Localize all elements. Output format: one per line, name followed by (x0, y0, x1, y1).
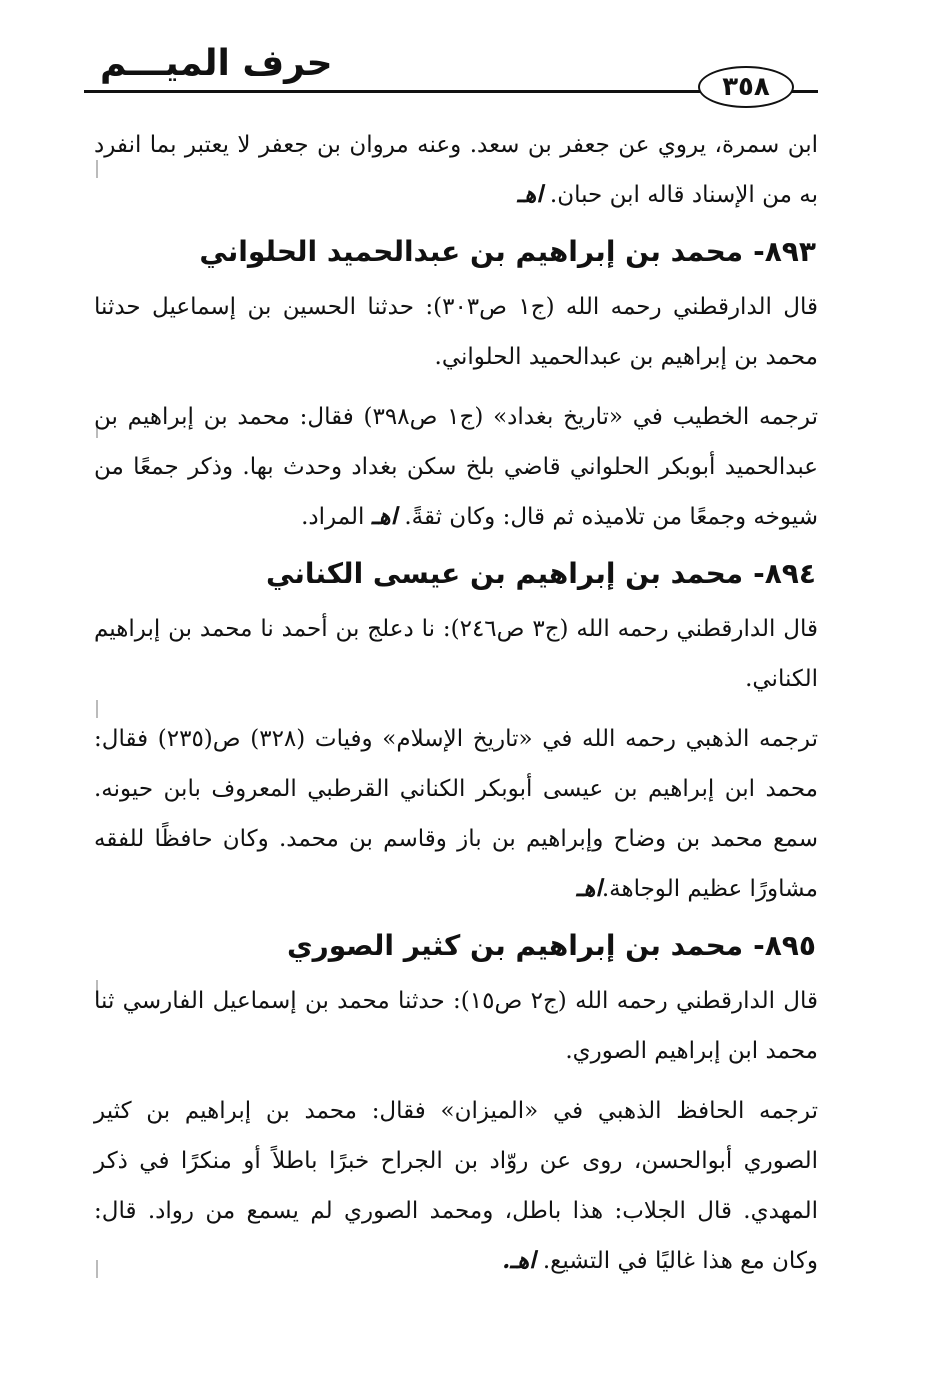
entry-heading (94, 924, 818, 968)
end-mark: اهـ (517, 181, 543, 208)
entry-paragraph (94, 976, 818, 1076)
paragraph-text: ترجمه الذهبي رحمه الله في «تاريخ الإسلام» وفيات (٣٢٨) ص(٢٣٥) فقال: محمد ابن إبراهيم بن عيسى أبوبكر الكناني القرطبي المعروف بابن حيونه. سمع محمد بن وضاح وإبراهيم بن باز وقاسم بن محمد. وكان حافظًا للفقه مشاورًا عظيم الوجاهة. (94, 726, 818, 902)
entry-894 (94, 552, 818, 914)
entry-paragraph (94, 392, 818, 542)
paragraph-text: ابن سمرة، يروي عن جعفر بن سعد. وعنه مروان بن جعفر لا يعتبر بما انفرد به من الإسناد قاله ابن حبان. (94, 132, 818, 208)
entry-number: ٨٩٥- (753, 929, 816, 962)
entry-name: محمد بن إبراهيم بن عبدالحميد الحلواني (199, 235, 744, 268)
paragraph-text: قال الدارقطني رحمه الله (ج٢ ص١٥): حدثنا محمد بن إسماعيل الفارسي ثنا محمد ابن إبراهيم الصوري. (94, 988, 819, 1064)
entry-895 (94, 924, 818, 1286)
page-body (94, 120, 818, 1296)
end-mark: اهـ (576, 875, 602, 902)
entry-name: محمد بن إبراهيم بن عيسى الكناني (265, 557, 744, 590)
entry-paragraph (94, 714, 818, 914)
paragraph-text: قال الدارقطني رحمه الله (ج٣ ص٢٤٦): نا دعلج بن أحمد نا محمد بن إبراهيم الكناني. (94, 616, 818, 692)
entry-heading (94, 230, 818, 274)
page-header (84, 40, 824, 102)
entry-name: محمد بن إبراهيم بن كثير الصوري (286, 929, 744, 962)
paragraph-text: ترجمه الحافظ الذهبي في «الميزان» فقال: محمد بن إبراهيم بن كثير الصوري أبوالحسن، روى عن روّاد بن الجراح خبرًا باطلاً أو منكرًا في ذكر المهدي. قال الجلاب: هذا باطل، ومحمد الصوري لم يسمع من رواد. قال: وكان مع هذا غاليًا في التشيع. (94, 1098, 818, 1274)
entry-paragraph (94, 1086, 818, 1286)
end-mark: اهـ. (502, 1247, 536, 1274)
paragraph-text: قال الدارقطني رحمه الله (ج١ ص٣٠٣): حدثنا الحسين بن إسماعيل حدثنا محمد بن إبراهيم بن عبدالحميد الحلواني. (94, 294, 819, 370)
end-mark: اهـ (371, 503, 397, 530)
entry-heading (94, 552, 818, 596)
chapter-title: حرف الميـــم (100, 43, 333, 84)
page-number: ٣٥٨ (698, 66, 794, 108)
entry-paragraph (94, 282, 818, 382)
entry-number: ٨٩٣- (753, 235, 816, 268)
continuation-paragraph (94, 120, 818, 220)
entry-paragraph (94, 604, 818, 704)
paragraph-text: ترجمه الخطيب في «تاريخ بغداد» (ج١ ص٣٩٨) فقال: محمد بن إبراهيم بن عبدالحميد أبوبكر الحلواني قاضي بلخ سكن بغداد وحدث بها. وذكر جمعًا من شيوخه وجمعًا من تلاميذه ثم قال: وكان ثقةً. (94, 404, 818, 530)
entry-893 (94, 230, 818, 542)
entry-number: ٨٩٤- (753, 557, 816, 590)
paragraph-tail: المراد. (301, 504, 365, 530)
